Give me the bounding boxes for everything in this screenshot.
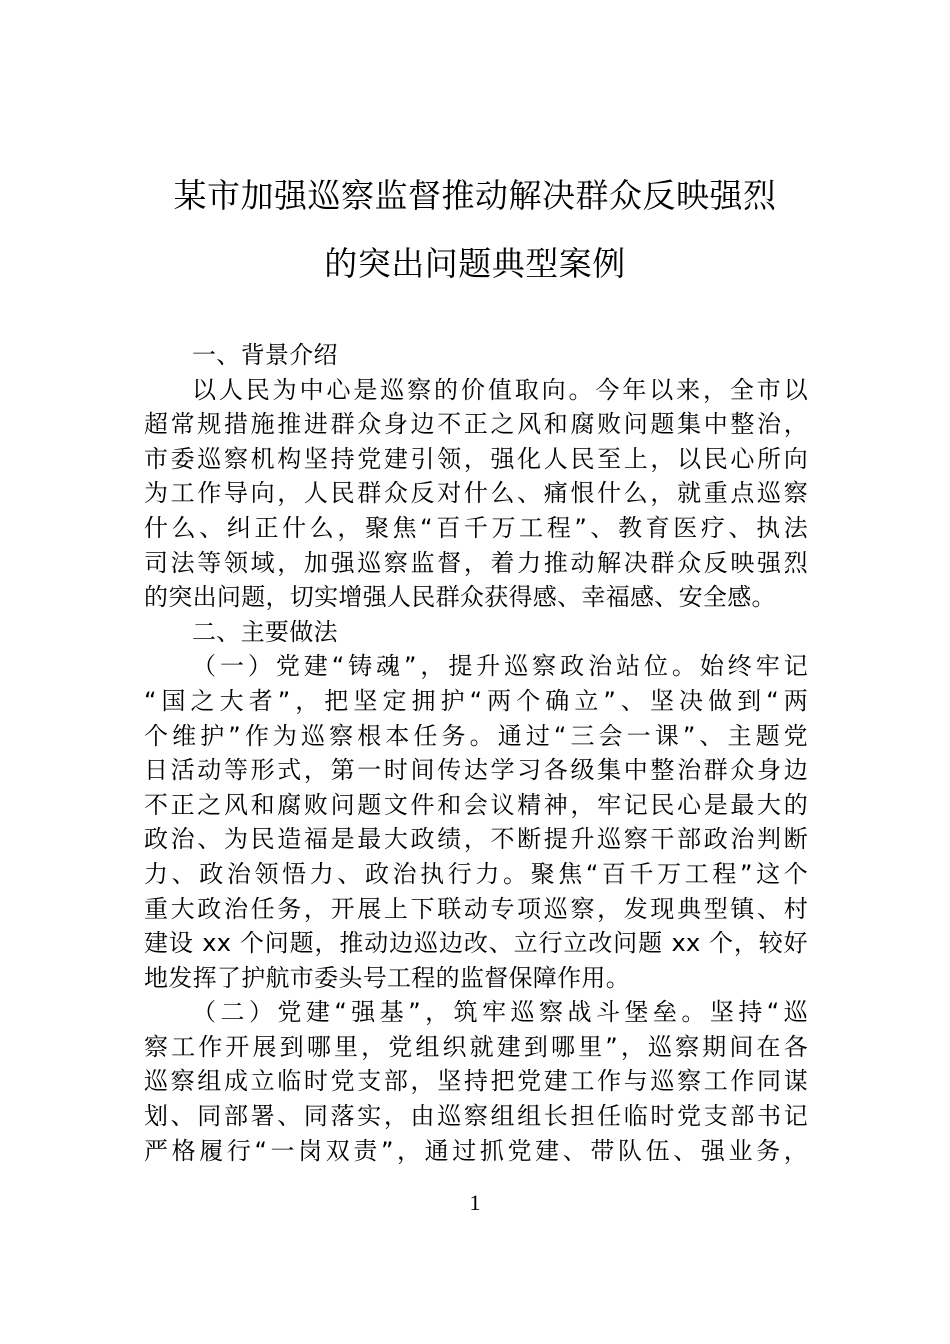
document-body bbox=[144, 338, 808, 1168]
paragraph-line: “国之大者”，把坚定拥护“两个确立”、坚决做到“两 bbox=[144, 686, 808, 715]
paragraph-line: 司法等领域，加强巡察监督，着力推动解决群众反映强烈 bbox=[144, 548, 808, 577]
paragraph-line: 以人民为中心是巡察的价值取向。今年以来，全市以 bbox=[192, 375, 808, 404]
paragraph-line: 日活动等形式，第一时间传达学习各级集中整治群众身边 bbox=[144, 756, 808, 785]
paragraph-line: 巡察组成立临时党支部，坚持把党建工作与巡察工作同谋 bbox=[144, 1067, 808, 1096]
paragraph-line: 察工作开展到哪里，党组织就建到哪里”，巡察期间在各 bbox=[144, 1032, 808, 1061]
paragraph-line: 个维护”作为巡察根本任务。通过“三会一课”、主题党 bbox=[144, 721, 808, 750]
document-title-line-1: 某市加强巡察监督推动解决群众反映强烈 bbox=[173, 176, 777, 215]
paragraph-line: 地发挥了护航市委头号工程的监督保障作用。 bbox=[144, 963, 630, 992]
paragraph-line: 力、政治领悟力、政治执行力。聚焦“百千万工程”这个 bbox=[144, 859, 808, 888]
paragraph-line: 超常规措施推进群众身边不正之风和腐败问题集中整治， bbox=[144, 410, 808, 439]
paragraph-line: 为工作导向，人民群众反对什么、痛恨什么，就重点巡察 bbox=[144, 479, 808, 508]
paragraph-line: 政治、为民造福是最大政绩，不断提升巡察干部政治判断 bbox=[144, 825, 808, 854]
paragraph-line: 重大政治任务，开展上下联动专项巡察，发现典型镇、村 bbox=[144, 894, 808, 923]
paragraph-line: 划、同部署、同落实，由巡察组组长担任临时党支部书记 bbox=[144, 1102, 808, 1131]
paragraph-line: （二）党建“强基”，筑牢巡察战斗堡垒。坚持“巡 bbox=[192, 998, 808, 1027]
document-title-line-2: 的突出问题典型案例 bbox=[324, 244, 626, 283]
paragraph-line: 不正之风和腐败问题文件和会议精神，牢记民心是最大的 bbox=[144, 790, 808, 819]
paragraph-line: 市委巡察机构坚持党建引领，强化人民至上，以民心所向 bbox=[144, 444, 808, 473]
paragraph-line: 建设 xx 个问题，推动边巡边改、立行立改问题 xx 个，较好 bbox=[144, 929, 808, 958]
section-heading-background: 一、背景介绍 bbox=[192, 341, 338, 369]
paragraph-line: 的突出问题，切实增强人民群众获得感、幸福感、安全感。 bbox=[144, 583, 776, 612]
paragraph-line: （一）党建“铸魂”，提升巡察政治站位。始终牢记 bbox=[192, 652, 808, 681]
section-heading-main-practices: 二、主要做法 bbox=[192, 617, 338, 646]
paragraph-line: 严格履行“一岗双责”，通过抓党建、带队伍、强业务， bbox=[144, 1136, 808, 1165]
paragraph-line: 什么、纠正什么，聚焦“百千万工程”、教育医疗、执法 bbox=[144, 513, 808, 542]
page-number: 1 bbox=[469, 1190, 481, 1215]
